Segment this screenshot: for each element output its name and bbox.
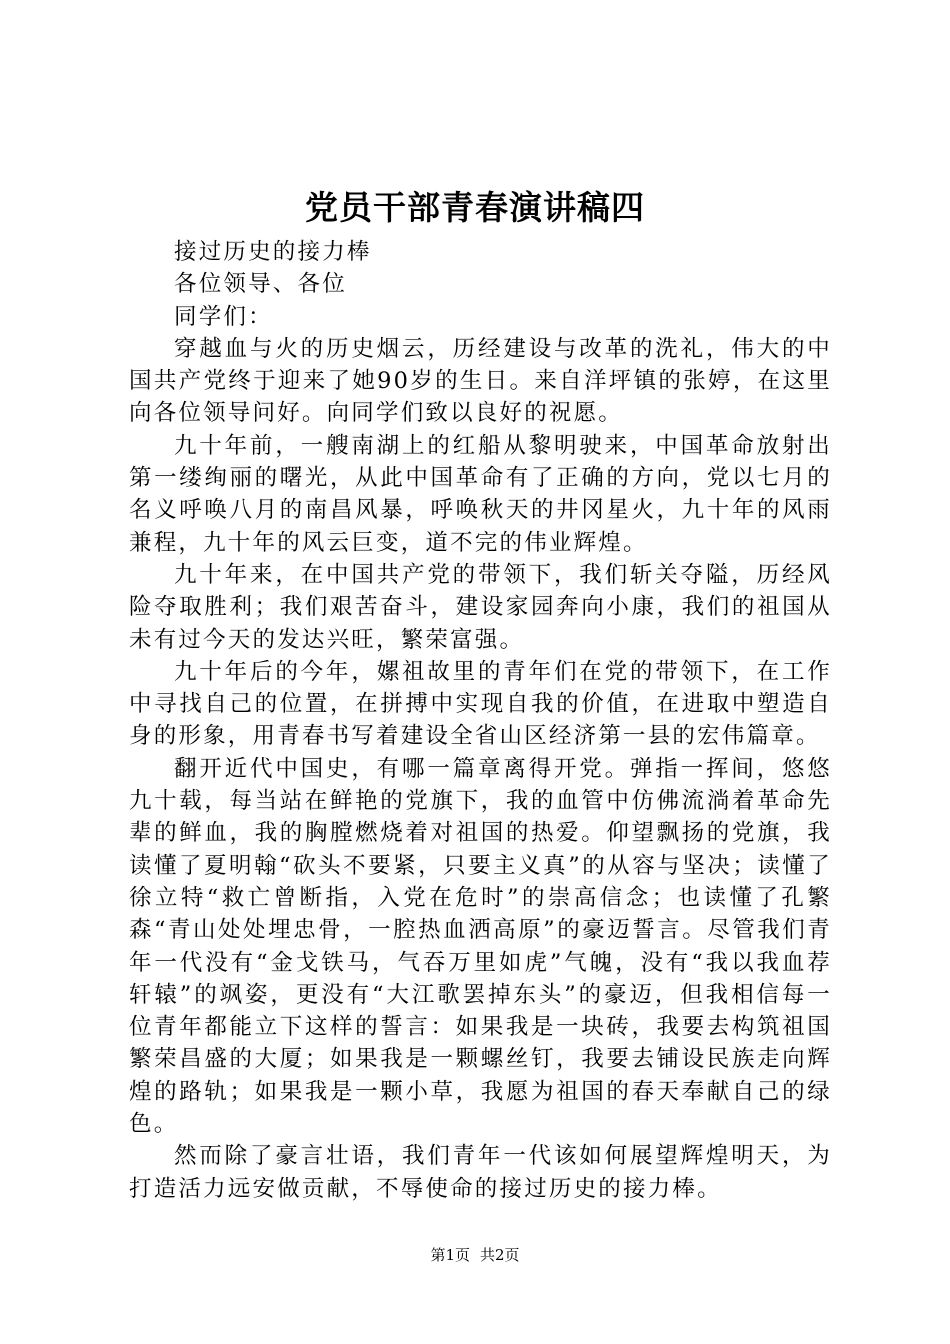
page-footer xyxy=(0,1245,950,1265)
document-body xyxy=(129,236,832,1205)
paragraph: 穿越血与火的历史烟云，历经建设与改革的洗礼，伟大的中国共产党终于迎来了她90岁的生日。来自洋坪镇的张婷，在这里向各位领导问好。向同学们致以良好的祝愿。 xyxy=(129,335,832,427)
paragraph-salutation-1: 各位领导、各位 xyxy=(174,271,347,298)
paragraph: 翻开近代中国史，有哪一篇章离得开党。弹指一挥间，悠悠九十载，每当站在鲜艳的党旗下，我的血管中仿佛流淌着革命先辈的鲜血，我的胸膛燃烧着对祖国的热爱。仰望飘扬的党旗，我读懂了夏明翰“砍头不要紧，只要主义真”的从容与坚决；读懂了徐立特“救亡曾断指，入党在危时”的崇高信念；也读懂了孔繁森“青山处处埋忠骨，一腔热血洒高原”的豪迈誓言。尽管我们青年一代没有“金戈铁马，气吞万里如虎”气魄，没有“我以我血荐轩辕”的飒姿，更没有“大江歌罢掉东头”的豪迈，但我相信每一位青年都能立下这样的誓言：如果我是一块砖，我要去构筑祖国繁荣昌盛的大厦；如果我是一颗螺丝钉，我要去铺设民族走向辉煌的路轨；如果我是一颗小草，我愿为祖国的春天奉献自己的绿色。 xyxy=(129,755,832,1138)
page-total: 共2页 xyxy=(480,1246,520,1264)
document-title: 党员干部青春演讲稿四 xyxy=(305,188,645,227)
paragraph-salutation-2: 同学们： xyxy=(174,303,273,330)
paragraph: 然而除了豪言壮语，我们青年一代该如何展望辉煌明天，为打造活力远安做贡献，不辱使命的接过历史的接力棒。 xyxy=(129,1143,832,1202)
paragraph: 九十年后的今年，嫘祖故里的青年们在党的带领下，在工作中寻找自己的位置，在拼搏中实现自我的价值，在进取中塑造自身的形象，用青春书写着建设全省山区经济第一县的宏伟篇章。 xyxy=(129,658,832,750)
page-number: 第1页 xyxy=(430,1246,470,1264)
paragraph: 九十年来，在中国共产党的带领下，我们斩关夺隘，历经风险夺取胜利；我们艰苦奋斗，建设家园奔向小康，我们的祖国从未有过今天的发达兴旺，繁荣富强。 xyxy=(129,561,832,653)
paragraph-subtitle: 接过历史的接力棒 xyxy=(174,239,372,265)
paragraph: 九十年前，一艘南湖上的红船从黎明驶来，中国革命放射出第一缕绚丽的曙光，从此中国革命有了正确的方向，党以七月的名义呼唤八月的南昌风暴，呼唤秋天的井冈星火，九十年的风雨兼程，九十年的风云巨变，道不完的伟业辉煌。 xyxy=(129,432,832,556)
